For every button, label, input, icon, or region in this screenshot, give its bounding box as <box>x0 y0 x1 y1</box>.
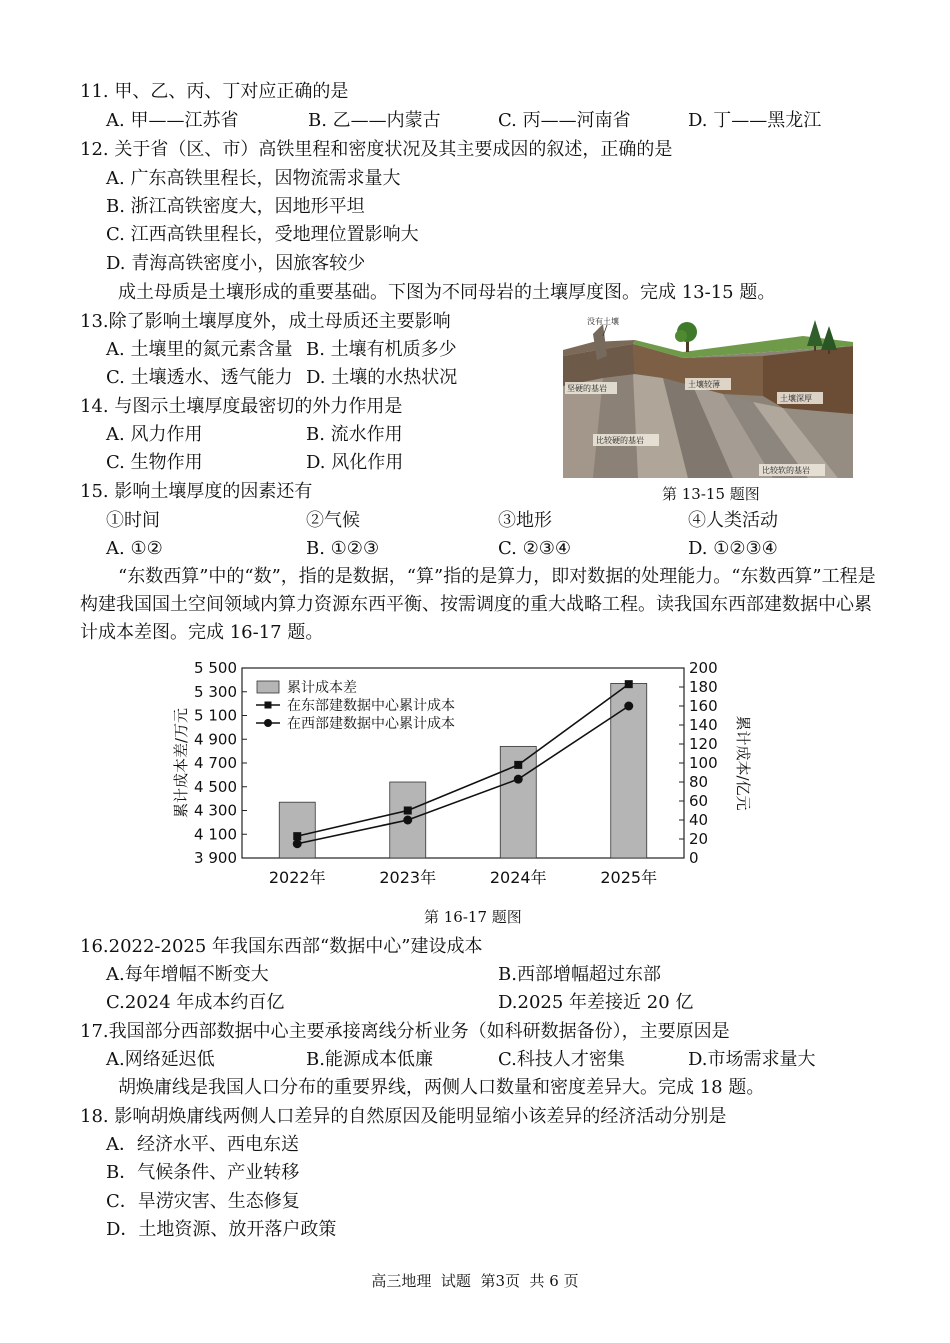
right-tick-label: 200 <box>689 659 718 677</box>
q17-option-d: D.市场需求量大 <box>688 1049 816 1070</box>
label-softer-rock: 比较软的基岩 <box>762 466 810 475</box>
q15-item-4: ④人类活动 <box>688 510 778 531</box>
right-tick-label: 20 <box>689 830 709 848</box>
q16-option-a: A.每年增幅不断变大 <box>106 964 269 985</box>
q15-item-3: ③地形 <box>498 510 552 531</box>
q12-option-d: D. 青海高铁密度小，因旅客较少 <box>106 253 366 274</box>
q16-option-c: C.2024 年成本约百亿 <box>106 992 285 1013</box>
east-cost-point <box>625 680 633 688</box>
q13-option-a: A. 土壤里的氮元素含量 <box>106 339 293 360</box>
left-axis-title: 累计成本差/万元 <box>172 707 190 819</box>
cost-diff-bar <box>279 802 315 858</box>
q18-stem: 18. 影响胡焕庸线两侧人口差异的自然原因及能明显缩小该差异的经济活动分别是 <box>80 1106 727 1127</box>
q17-option-a: A.网络延迟低 <box>106 1049 215 1070</box>
q18-option-d: D．土地资源、放开落户政策 <box>106 1219 337 1240</box>
q11-stem: 11. 甲、乙、丙、丁对应正确的是 <box>80 81 349 102</box>
west-cost-point <box>403 816 412 825</box>
q13-option-d: D. 土壤的水热状况 <box>306 367 458 388</box>
q15-option-a: A. ①② <box>106 538 163 559</box>
q15-option-b: B. ①②③ <box>306 538 380 559</box>
cost-chart <box>160 656 760 892</box>
left-tick-label: 4 500 <box>194 777 237 796</box>
q12-stem: 12. 关于省（区、市）高铁里程和密度状况及其主要成因的叙述，正确的是 <box>80 139 673 160</box>
q14-option-b: B. 流水作用 <box>306 424 403 445</box>
east-cost-point <box>514 761 522 769</box>
left-tick-label: 3 900 <box>194 849 237 867</box>
soil-thickness-figure <box>563 316 853 480</box>
left-tick-label: 4 900 <box>194 730 237 749</box>
chart-caption: 第 16-17 题图 <box>424 908 522 926</box>
west-cost-point <box>624 702 633 711</box>
q12-option-a: A. 广东高铁里程长，因物流需求量大 <box>106 168 401 189</box>
right-tick-label: 100 <box>689 754 718 772</box>
right-tick-label: 160 <box>689 697 718 715</box>
right-tick-label: 140 <box>689 716 718 734</box>
x-tick-label: 2024年 <box>489 868 547 887</box>
west-cost-point <box>514 775 523 784</box>
left-tick-label: 4 100 <box>194 825 237 844</box>
label-no-soil: 没有土壤 <box>587 317 619 326</box>
x-tick-label: 2023年 <box>379 868 437 887</box>
label-hard-rock: 坚硬的基岩 <box>567 384 607 393</box>
q15-option-d: D. ①②③④ <box>688 538 778 559</box>
q15-stem: 15. 影响土壤厚度的因素还有 <box>80 481 313 502</box>
legend-east-label: 在东部建数据中心累计成本 <box>287 698 455 714</box>
q11-option-c: C. 丙——河南省 <box>498 110 631 131</box>
right-tick-label: 80 <box>689 773 709 791</box>
label-harder-rock: 比较硬的基岩 <box>596 436 644 445</box>
left-tick-label: 4 300 <box>194 801 237 820</box>
legend-east-marker <box>265 702 272 709</box>
q17-option-b: B.能源成本低廉 <box>306 1049 433 1070</box>
legend-west-marker <box>264 719 272 727</box>
q11-option-a: A. 甲——江苏省 <box>106 110 239 131</box>
q11-option-b: B. 乙——内蒙古 <box>308 110 441 131</box>
q11-option-d: D. 丁——黑龙江 <box>688 110 822 131</box>
right-tick-label: 120 <box>689 735 718 753</box>
q16-option-b: B.西部增幅超过东部 <box>498 964 661 985</box>
intro-16-17: “东数西算”中的“数”，指的是数据，“算”指的是算力，即对数据的处理能力。“东数西算”工程是构建我国国土空间领域内算力资源东西平衡、按需调度的重大战略工程。读我国东西部建数据中心累计成本差图。完成 16-17 题。 <box>80 566 876 643</box>
legend-bar-label: 累计成本差 <box>287 680 357 696</box>
q18-option-b: B．气候条件、产业转移 <box>106 1162 300 1183</box>
q15-item-2: ②气候 <box>306 510 360 531</box>
right-tick-label: 180 <box>689 678 718 696</box>
legend-bar-swatch <box>257 681 279 693</box>
q18-option-c: C．旱涝灾害、生态修复 <box>106 1191 300 1212</box>
q17-stem: 17.我国部分西部数据中心主要承接离线分析业务（如科研数据备份），主要原因是 <box>80 1021 730 1042</box>
q15-option-c: C. ②③④ <box>498 538 571 559</box>
intro-13-15: 成土母质是土壤形成的重要基础。下图为不同母岩的土壤厚度图。完成 13-15 题。 <box>118 282 776 303</box>
q18-option-a: A．经济水平、西电东送 <box>106 1134 299 1155</box>
left-tick-label: 5 500 <box>194 659 237 677</box>
q13-stem: 13.除了影响土壤厚度外，成土母质还主要影响 <box>80 311 451 332</box>
q14-stem: 14. 与图示土壤厚度最密切的外力作用是 <box>80 396 403 417</box>
label-deep-soil: 土壤深厚 <box>780 394 812 403</box>
east-cost-point <box>404 807 412 815</box>
west-cost-point <box>293 839 302 848</box>
right-tick-label: 40 <box>689 811 709 829</box>
intro-18: 胡焕庸线是我国人口分布的重要界线，两侧人口数量和密度差异大。完成 18 题。 <box>118 1077 765 1098</box>
legend-west-label: 在西部建数据中心累计成本 <box>287 716 455 732</box>
soil-figure-caption: 第 13-15 题图 <box>662 485 760 503</box>
cost-chart-svg <box>160 656 760 892</box>
q12-option-b: B. 浙江高铁密度大，因地形平坦 <box>106 196 365 217</box>
q12-option-c: C. 江西高铁里程长，受地理位置影响大 <box>106 224 419 245</box>
x-tick-label: 2025年 <box>600 868 658 887</box>
x-tick-label: 2022年 <box>268 868 326 887</box>
left-tick-label: 5 100 <box>194 706 237 725</box>
right-tick-label: 0 <box>689 849 699 867</box>
page-footer: 高三地理 试题 第3页 共 6 页 <box>371 1272 579 1290</box>
label-thin-soil: 土壤较薄 <box>688 380 720 389</box>
q13-option-c: C. 土壤透水、透气能力 <box>106 367 293 388</box>
q16-stem: 16.2022-2025 年我国东西部“数据中心”建设成本 <box>80 936 483 957</box>
q16-option-d: D.2025 年差接近 20 亿 <box>498 992 694 1013</box>
q17-option-c: C.科技人才密集 <box>498 1049 625 1070</box>
left-tick-label: 4 700 <box>194 754 237 772</box>
left-tick-label: 5 300 <box>194 682 237 701</box>
q14-option-a: A. 风力作用 <box>106 424 203 445</box>
q14-option-c: C. 生物作用 <box>106 452 203 473</box>
right-tick-label: 60 <box>689 792 709 810</box>
q15-item-1: ①时间 <box>106 510 160 531</box>
q14-option-d: D. 风化作用 <box>306 452 404 473</box>
right-axis-title: 累计成本/亿元 <box>734 715 752 811</box>
east-cost-point <box>293 832 301 840</box>
q13-option-b: B. 土壤有机质多少 <box>306 339 457 360</box>
